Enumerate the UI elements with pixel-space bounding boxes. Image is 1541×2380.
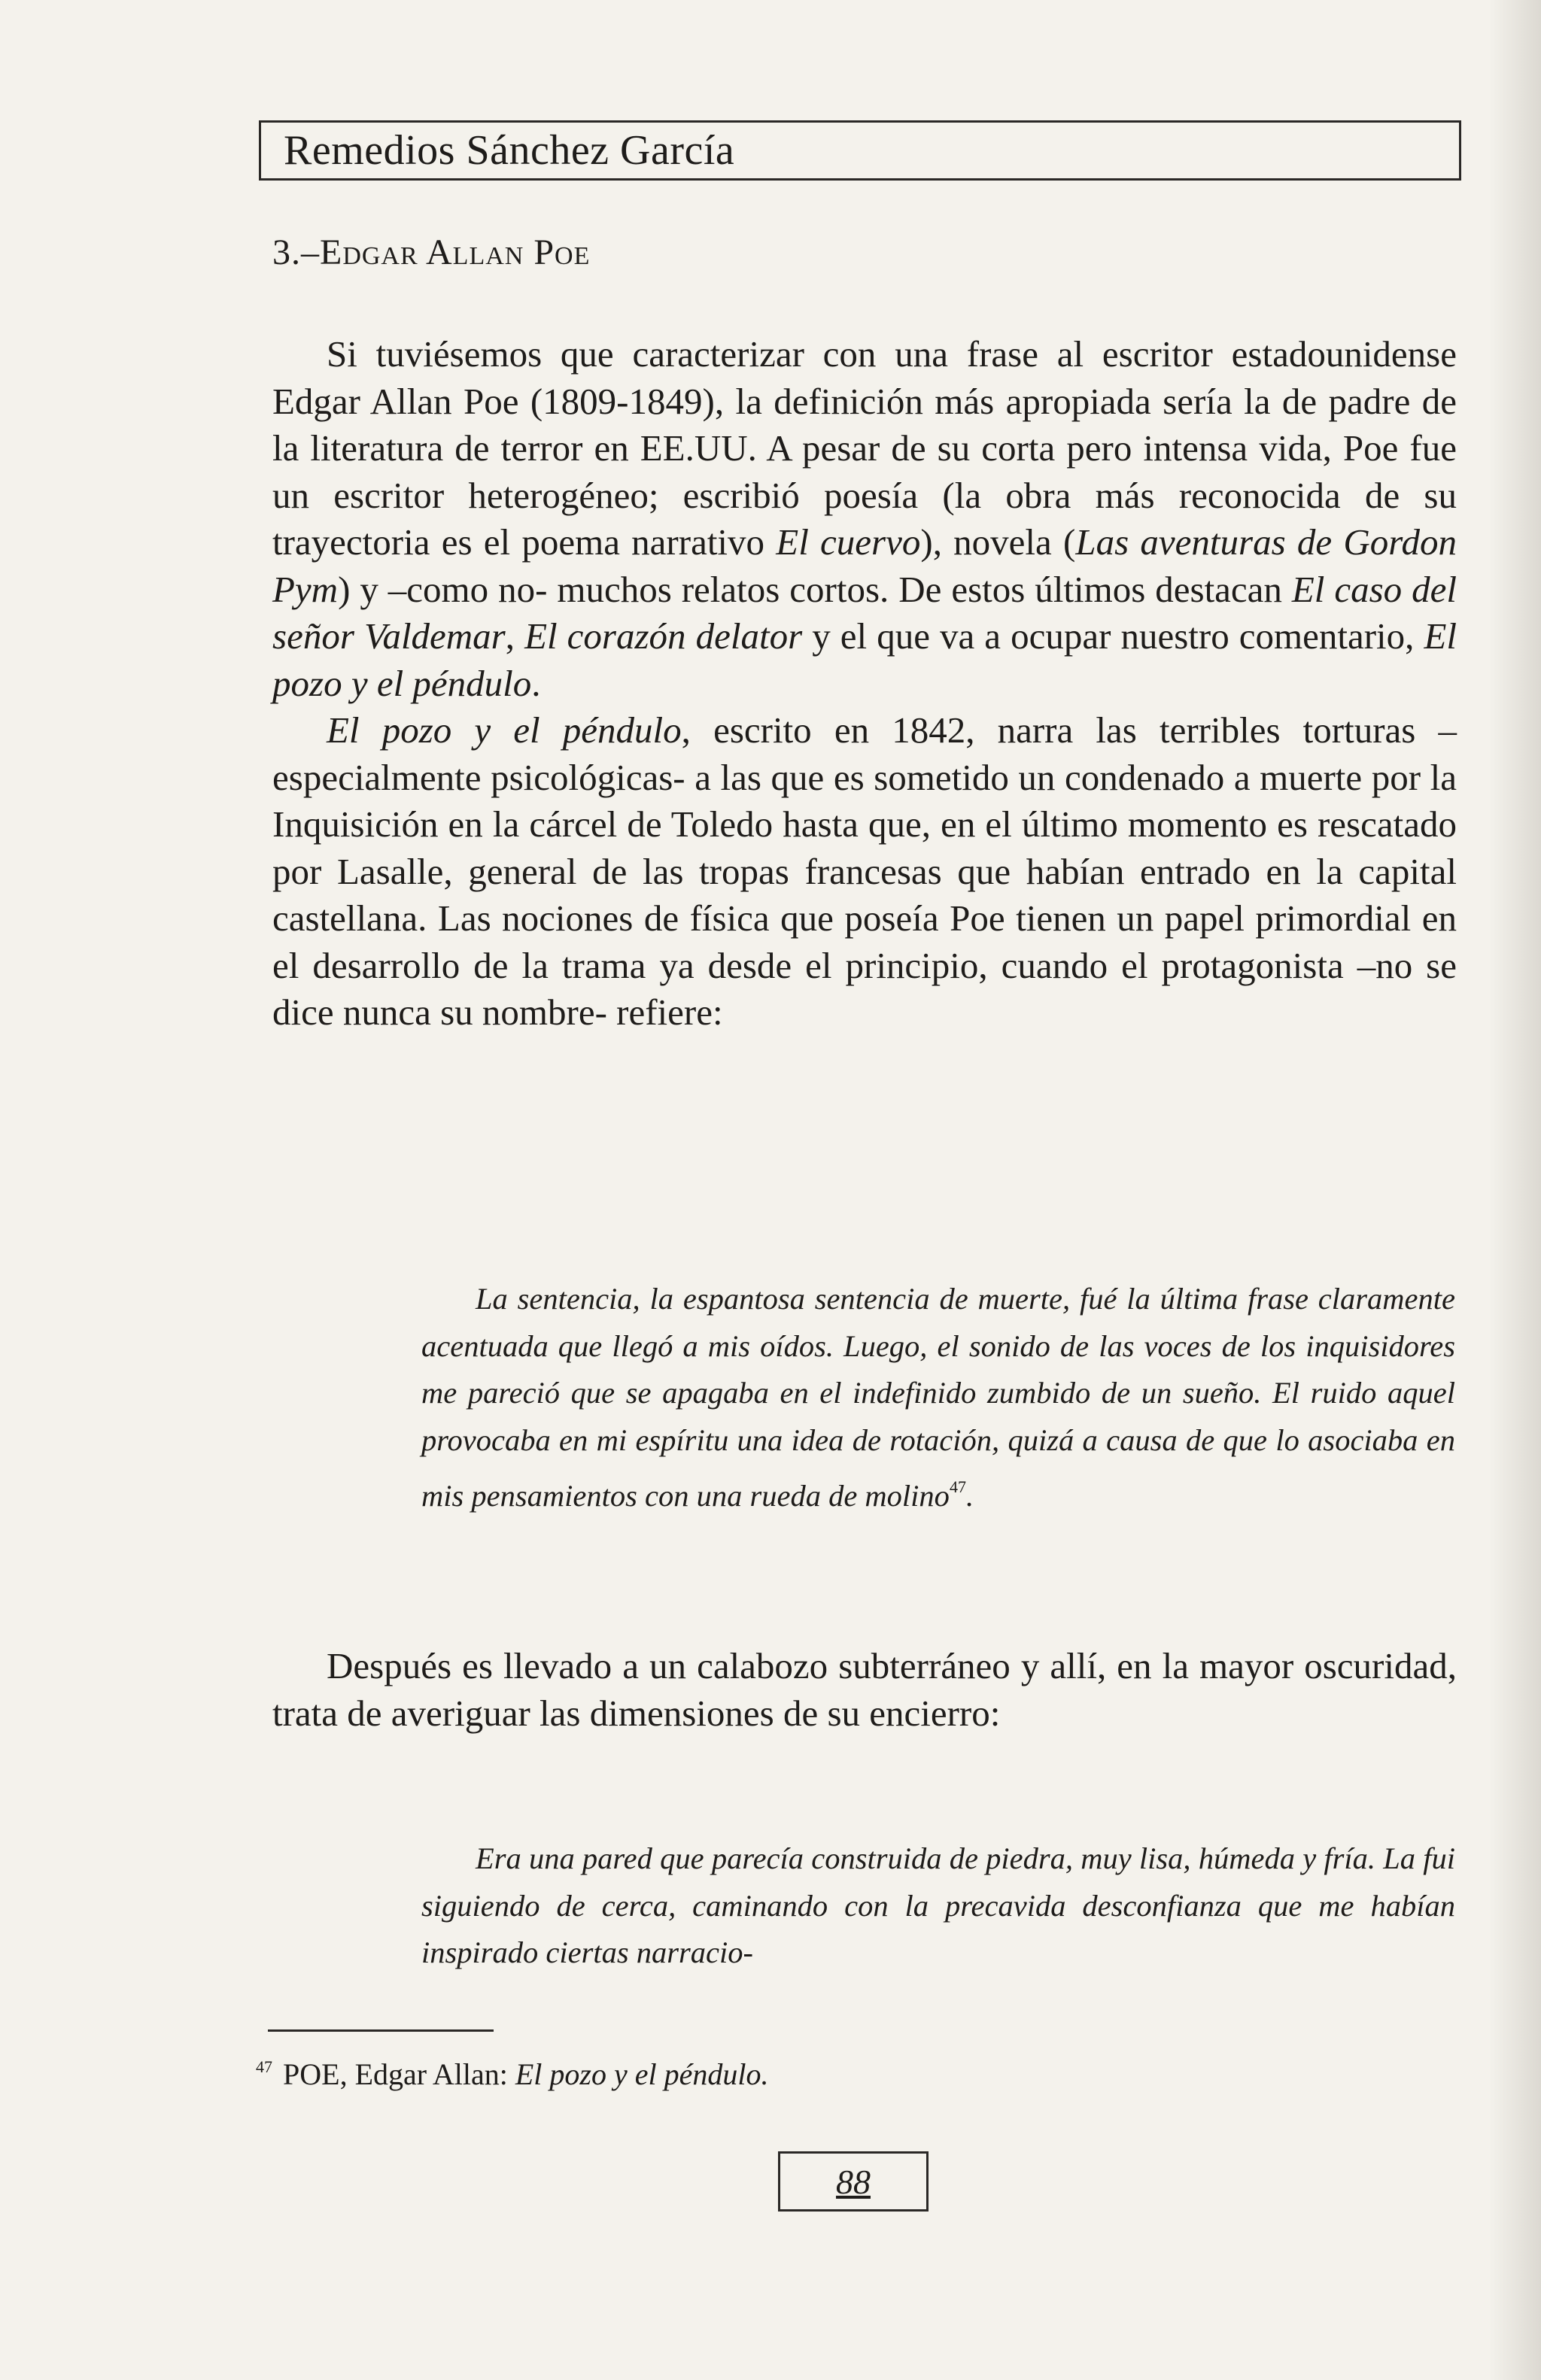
work-title: El corazón delator [524,615,803,657]
quote-text: La sentencia, la espantosa sentencia de muerte, fué la última frase claramente acentuada que llegó a mis oídos. Luego, el sonido de las voces de los inquisidores me pareció que se apagaba en el indefinido zumbido de un sueño. El ruido aquel provocaba en mi espíritu una idea de rotación, quizá a causa de que lo asociaba en mis pensamientos con una rueda de molino [421,1282,1455,1513]
quote-text: Era una pared que parecía construida de piedra, muy lisa, húmeda y fría. La fui siguiendo de cerca, caminando con la precavida desconfianza que me habían inspirado ciertas narracio- [421,1841,1455,1969]
work-title: El cuervo [776,521,921,563]
paragraph-1: Si tuviésemos que caracterizar con una frase al escritor estadounidense Edgar Allan Poe (1809-1849), la definición más apropiada sería la de padre de la literatura de terror en EE.UU. A pesar de su corta pero intensa vida, Poe fue un escritor heterogéneo; escribió poesía (la obra más reconocida de su trayectoria es el poema narrativo El cuervo), novela (Las aventuras de Gordon Pym) y –como no- muchos relatos cortos. De estos últimos destacan El caso del señor Valdemar, El corazón delator y el que va a ocupar nuestro comentario, El pozo y el péndulo. [272,333,1457,704]
section-number: 3.– [272,232,320,272]
body-text-block [272,331,1457,1037]
paragraph-3: Después es llevado a un calabozo subterráneo y allí, en la mayor oscuridad, trata de averiguar las dimensiones de su encierro: [272,1645,1457,1734]
page-number: 88 [836,2162,871,2201]
footnote-divider [268,2029,494,2032]
work-title: El pozo y el péndulo [272,615,1457,704]
work-title: El caso del señor Valdemar [272,568,1457,657]
block-quote-2 [421,1835,1455,1977]
running-head [259,120,1461,181]
footnote-reference: 47 [949,1477,966,1496]
footnote [256,2048,768,2094]
footnote-text: POE, Edgar Allan: [283,2057,515,2091]
author-name: Remedios Sánchez García [284,127,735,174]
page-number-box [778,2151,929,2212]
paragraph-2: El pozo y el péndulo, escrito en 1842, narra las terribles torturas –especialmente psicológicas- a las que es sometido un condenado a muerte por la Inquisición en la cárcel de Toledo hasta que, en el último momento es rescatado por Lasalle, general de las tropas francesas que habían entrado en la capital castellana. Las nociones de física que poseía Poe tienen un papel primordial en el desarrollo de la trama ya desde el principio, cuando el protagonista –no se dice nunca su nombre- refiere: [272,709,1457,1033]
work-title: Las aventuras de Gordon Pym [272,521,1457,610]
block-quote-1: La sentencia, la espantosa sentencia de muerte, fué la última frase claramente acentuada que llegó a mis oídos. Luego, el sonido de las voces de los inquisidores me pareció que se apagaba en el indefinido zumbido de un sueño. El ruido aquel provocaba en mi espíritu una idea de rotación, quizá a causa de que lo asociaba en mis pensamientos con una rueda de molino$^{47}$. [421,1282,1455,1513]
work-title: El pozo y el péndulo [327,709,682,751]
footnote-mark: 47 [256,2057,272,2076]
section-heading [272,232,590,273]
page-edge-shadow [1488,0,1541,2380]
footnote-title: El pozo y el péndulo. [515,2057,769,2091]
section-title-text: Edgar Allan Poe [320,232,591,272]
body-text-block-2 [272,1643,1457,1737]
